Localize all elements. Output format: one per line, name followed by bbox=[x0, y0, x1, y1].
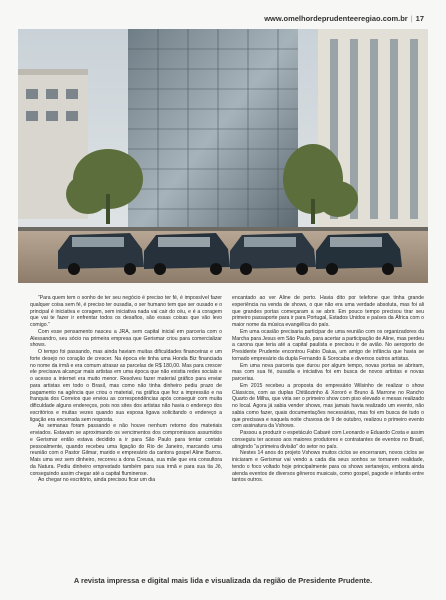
footer-tagline: A revista impressa e digital mais lida e visualizada da região de Presidente Prudente. bbox=[73, 576, 373, 585]
website-url[interactable]: www.omelhordeprudenteeregiao.com.br bbox=[264, 14, 408, 23]
article-paragraph: Ao chegar no escritório, ainda precisou ficar um dia bbox=[38, 477, 156, 484]
photo-building-cars bbox=[18, 29, 428, 283]
article-paragraph: Passou a produzir o espetáculo Cabaré com Leonardo e Eduardo Costa e assim conseguiu ter acesso aos maiores produtores e contratantes de eventos no Brasil, atingindo “a primeira divisão” do setor no país. bbox=[232, 430, 424, 450]
article-column-left bbox=[30, 295, 222, 484]
article-paragraph: Em 2015 recebeu a proposta do empresário Wilsinho de realizar o show Clássicos, com as duplas Chitãozinho & Xororó e Bruno & Marrone no Rancho Quarto de Milha, que viria ser o primeiro show com piso elevado e mesas realizado no local. Agora já sabia vender shows, mas jamais havia realizado um evento, não sabia como fazer, quais documentações necessárias, mas foi em busca de tudo o que precisava e naquela noite chuvosa de 9 de outubro, realizou o primeiro evento com assinatura da Vshows. bbox=[232, 382, 424, 430]
article-paragraph: Com esse pensamento nasceu a JRA, sem capital inicial em parceria com o Alessandro, seu sócio na primeira empresa que Gerismar criou para comercializar shows. bbox=[30, 328, 222, 349]
article-paragraph: O tempo foi passando, mas ainda haviam muitas dificuldades financeiras e um forte desejo no coração de crescer. Na época ele tinha uma Honda Biz financiada no nome da irmã e era comum atrasar as parcelas de R$ 180,00. Mas para crescer ele precisava alcançar mais artistas em uma época que não existia redes sociais e o acesso a internet era muito menor. Resolveu fazer material gráfico para enviar para artistas em todo o Brasil, mas como não tinha dinheiro pediu prazo de pagamento na agência que criou o material, na gráfica que fez a impressão e na franquia dos Correios que enviou as correspondências após conseguir com muita dificuldade alguns endereços, pois nos sites dos artistas não havia o endereço dos escritórios e muitas vezes quando sua esposa ligava solicitando o endereço a ligação era encerrada sem resposta. bbox=[30, 349, 222, 423]
article-paragraph: Em uma ocasião precisaria participar de uma reunião com os organizadores da Marcha para Jesus em São Paulo, para acertar a participação de Aline, mas perdeu a carona que teria até a capital paulista e precisou ir de avião. No aeroporto de Presidente Prudente encontrou Fabio Daiua, um amigo de infância que havia se tornado empresário da dupla Fernando & Sorocaba e diversos outros artistas. bbox=[232, 328, 424, 362]
page-header bbox=[264, 14, 424, 23]
header-separator: | bbox=[410, 14, 413, 23]
article-paragraph: “Para quem tem o sonho de ter seu negócio é preciso ter fé, é impossível fazer qualquer coisa sem fé, é preciso ter ousadia, o ser humano tem que ser ousado e o principal é iniciativa e coragem, sem iniciativa nada vai cair do céu, e é a coragem que vai te fazer ir enfrentar todos os desafios, são essas coisas que vão levo comigo.” bbox=[30, 295, 222, 328]
article-paragraph: Nestes 14 anos do projeto Vshows muitos ciclos se encerraram, novos ciclos se iniciaram e Gerismar vai vendo a cada dia seus sonhos se tornarem realidade, tendo o foco voltado hoje principalmente para os shows sertanejos, embora ainda atenda eventos de diversos gêneros musicais, como gospel, pagode e infantis entre tantos outros. bbox=[232, 450, 424, 484]
article-paragraph: As semanas foram passando e não houve nenhum retorno dos materiais enviados. Estavam se aproximando os vencimentos dos compromissos assumidos e Gerismar então estava decidido a ir para São Paulo para tentar contato pessoalmente, quando recebeu uma ligação do Rio de Janeiro, marcando uma reunião com o Pastor Gilmar, marido e empresário da cantora gospel Aline Barros. Mais uma vez sem dinheiro, recorreu a dona Creusa, sua mãe que era consultora da Natura. Pediu dinheiro emprestado também para sua irmã e para sua tia Jô, conseguindo assim chegar até a capital fluminense. bbox=[30, 423, 222, 477]
article-column-right bbox=[232, 295, 424, 484]
article-paragraph: encantado ao ver Aline de perto. Havia dito por telefone que tinha grande experiência na venda de shows, o que não era uma verdade absoluta, mas foi ali que grandes portas começaram a se abrir. Em pouco tempo precisou tirar seu primeiro passaporte para ir para Portugal, Estados Unidos e países da África com o maior nome da música evangélica do país. bbox=[232, 295, 424, 328]
page-number: 17 bbox=[415, 14, 424, 23]
article-paragraph: Em uma nova parceria que durou por algum tempo, novas portas se abriram, mas com sua fé, ousadia e iniciativa foi em busca de novos artistas e novas parcerias. bbox=[232, 362, 424, 382]
